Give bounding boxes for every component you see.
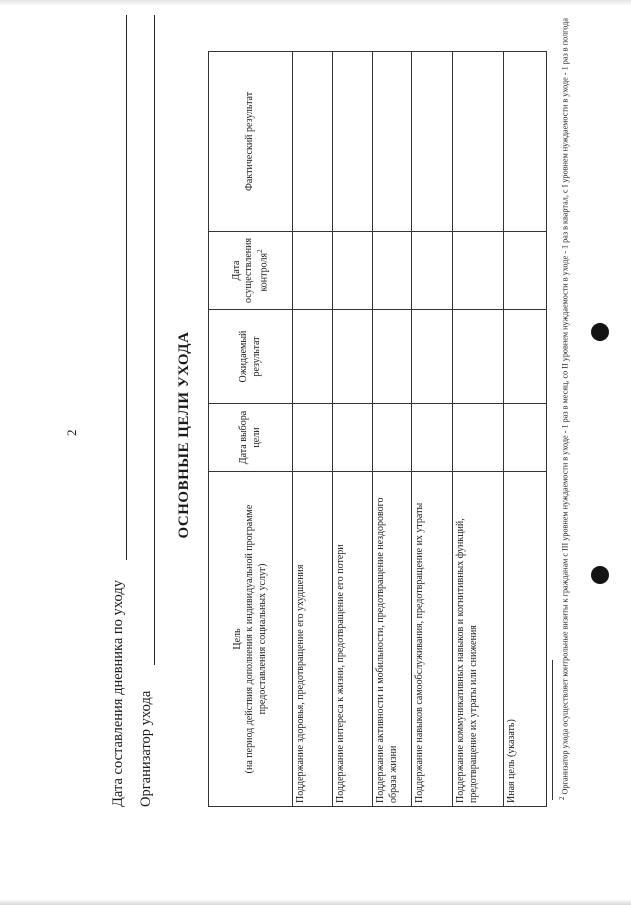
control-date-cell [412,231,453,309]
footnote [558,10,571,800]
actual-result-cell [293,51,333,231]
actual-result-cell [412,51,453,231]
selection-date-cell [504,404,547,472]
actual-result-cell [453,51,504,231]
footnote-text: Организатор ухода осуществляет контрольные визиты к гражданам с III уровнем нуждаемости в уходе - 1 раз в месяц, со II уровнем нуждаемости в уходе - 1 раз в квартал, с I уровнем нуждаемости в уходе - 1 раз в полгода [560,18,570,795]
expected-result-cell [412,310,453,404]
expected-result-cell [333,310,373,404]
diary-date-underline [126,15,127,560]
page-number: 2 [64,429,79,436]
control-date-header-text: Дата осуществления контроля [230,237,269,303]
control-date-cell [504,231,547,309]
selection-date-cell [293,404,333,472]
expected-result-cell [373,310,412,404]
column-header-actual-result: Фактический результат [209,51,293,231]
expected-result-cell [504,310,547,404]
section-title: ОСНОВНЫЕ ЦЕЛИ УХОДА [176,331,192,539]
goal-cell: Поддержание навыков самообслуживания, предотвращение их утраты [412,472,453,807]
control-date-cell [453,231,504,309]
column-header-goal [209,472,293,807]
table-row [333,51,373,806]
column-header-selection-date: Дата выбора цели [209,404,293,472]
organizer-label: Организатор ухода [138,690,154,807]
selection-date-cell [453,404,504,472]
table-row [412,51,453,806]
goal-cell: Поддержание коммуникативных навыков и когнитивных функций, предотвращение их утраты или снижения [453,472,504,807]
control-date-cell [373,231,412,309]
footnote-marker: 2 [558,796,566,800]
goal-cell: Поддержание здоровья, предотвращение его ухудшения [293,472,333,807]
goal-header-note: (на период действия дополнения к индивидуальной программе предоставления социальных услуг) [244,504,268,774]
expected-result-cell [453,310,504,404]
actual-result-cell [504,51,547,231]
diary-date-label: Дата составления дневника по уходу [110,580,126,807]
actual-result-cell [333,51,373,231]
table-row [373,51,412,806]
footnote-ref: 2 [255,249,264,253]
scan-bottom-edge [0,899,631,905]
table-row [293,51,333,806]
selection-date-cell [412,404,453,472]
goal-cell: Поддержание активности и мобильности, предотвращение нездорового образа жизни [373,472,412,807]
expected-result-cell [293,310,333,404]
control-date-cell [293,231,333,309]
control-date-cell [333,231,373,309]
actual-result-cell [373,51,412,231]
footnote-separator [552,660,553,800]
organizer-underline [154,15,155,665]
selection-date-cell [373,404,412,472]
goal-header-title: Цель [231,628,243,650]
goal-cell: Поддержание интереса к жизни, предотвращение его потери [333,472,373,807]
diary-date-field [110,580,127,807]
table-row [504,51,547,806]
column-header-expected-result: Ожидаемый результат [209,310,293,404]
goal-cell: Иная цель (указать) [504,472,547,807]
selection-date-cell [333,404,373,472]
column-header-control-date [209,231,293,309]
organizer-field [138,691,155,807]
table-header-row [209,51,293,806]
table-row [453,51,504,806]
care-goals-table [208,51,547,807]
